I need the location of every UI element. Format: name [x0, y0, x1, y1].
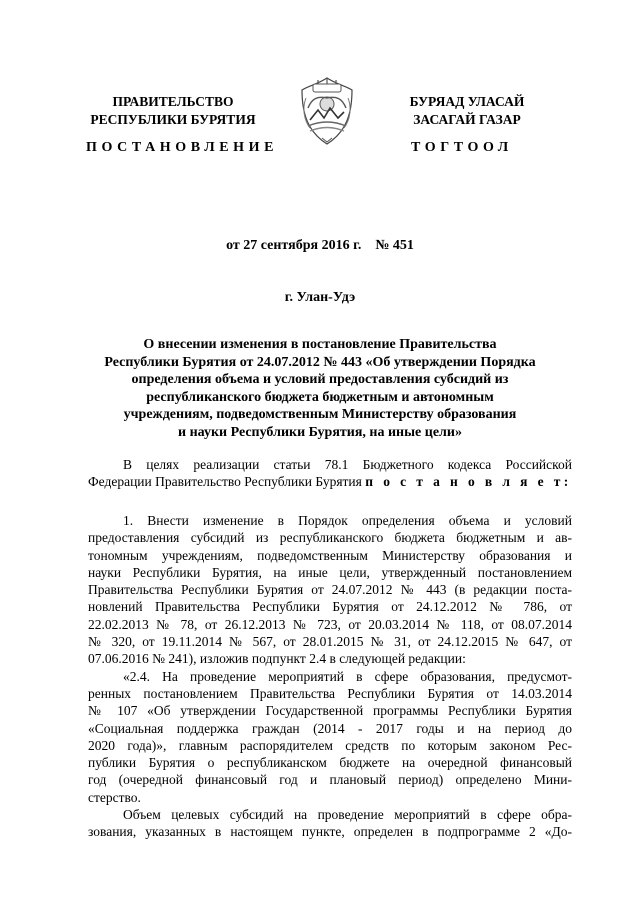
body-line: «2.4. На проведение мероприятий в сфере образования, предусмот-	[123, 668, 572, 684]
body-line: Правительства Республики Бурятия от 24.07.2012 № 443 (в редакции поста-	[88, 582, 572, 598]
header-left	[80, 93, 266, 129]
header-right	[382, 93, 552, 129]
body-line: 1. Внести изменение в Порядок определения объема и условий	[123, 513, 572, 528]
body-line: 22.02.2013 № 78, от 26.12.2013 № 723, от 20.03.2014 № 118, от 08.07.2014	[88, 616, 572, 632]
body-line: тономным учреждениям, подведомственным Министерству образования и	[88, 547, 572, 563]
header-right-line2: ЗАСАГАЙ ГАЗАР	[413, 112, 521, 127]
body-line: науки Республики Бурятия, на иные цели, утвержденный постановлением	[88, 564, 572, 580]
body-line: Объем целевых субсидий на проведение мероприятий в сфере обра-	[123, 807, 572, 823]
body-line: № 107 «Об утверждении Государственной программы Республики Бурятия	[88, 703, 572, 719]
title-line: учреждениям, подведомственным Министерству образования	[123, 407, 517, 423]
title-line: Республики Бурятия от 24.07.2012 № 443 «Об утверждении Порядка	[104, 354, 536, 370]
body-line: № 320, от 19.11.2014 № 567, от 28.01.2015 № 31, от 24.12.2015 № 647, от	[88, 634, 572, 650]
header-right-line1: БУРЯАД УЛАСАЙ	[409, 94, 525, 109]
body-line: «Социальная поддержка граждан (2014 - 2017 годы и на период до	[88, 720, 572, 736]
body-line: год (очередной финансовый год и плановый период) определено Мини-	[88, 772, 572, 788]
body-line: предоставления субсидий из республиканского бюджета бюджетным и ав-	[88, 530, 572, 546]
body-line: стерство.	[88, 789, 141, 805]
body-line: 07.06.2016 № 241), изложив подпункт 2.4 в следующей редакции:	[88, 651, 466, 667]
document-title	[80, 336, 560, 442]
decision-word: п о с т а н о в л я е т:	[365, 474, 572, 490]
header-left-line2: РЕСПУБЛИКИ БУРЯТИЯ	[90, 112, 256, 127]
preamble-line2	[88, 473, 572, 490]
body-line: ренных постановлением Правительства Республики Бурятия от 14.03.2014	[88, 685, 572, 701]
doctype-right: ТОГТООЛ	[411, 140, 513, 155]
body-text	[88, 512, 572, 841]
city-line: г. Улан-Удэ	[284, 290, 356, 305]
body-line: 2020 года)», главным распорядителем средств по которым законом Рес-	[88, 737, 572, 753]
preamble-line1: В целях реализации статьи 78.1 Бюджетного кодекса Российской	[123, 457, 572, 472]
body-line: публики Бурятия о республиканском бюджете на очередной финансовый	[88, 755, 572, 771]
preamble-line2-text: Федерации Правительство Республики Бурятия	[88, 474, 366, 490]
doctype-left: ПОСТАНОВЛЕНИЕ	[86, 140, 279, 155]
coat-of-arms-icon	[296, 76, 358, 146]
preamble-paragraph	[88, 456, 572, 491]
title-line: О внесении изменения в постановление Правительства	[143, 337, 497, 352]
header-left-line1: ПРАВИТЕЛЬСТВО	[112, 94, 234, 109]
body-line: зования, указанных в настоящем пункте, определен в подпрограмме 2 «До-	[88, 824, 572, 840]
title-line: республиканского бюджета бюджетным и автономным	[146, 389, 494, 405]
title-line: определения объема и условий предоставления субсидий из	[131, 372, 509, 388]
date-line: от 27 сентября 2016 г. № 451	[226, 238, 414, 253]
title-line: и науки Республики Бурятия, на иные цели»	[178, 424, 462, 440]
body-line: новлений Правительства Республики Бурятия от 24.12.2012 № 786, от	[88, 599, 572, 615]
